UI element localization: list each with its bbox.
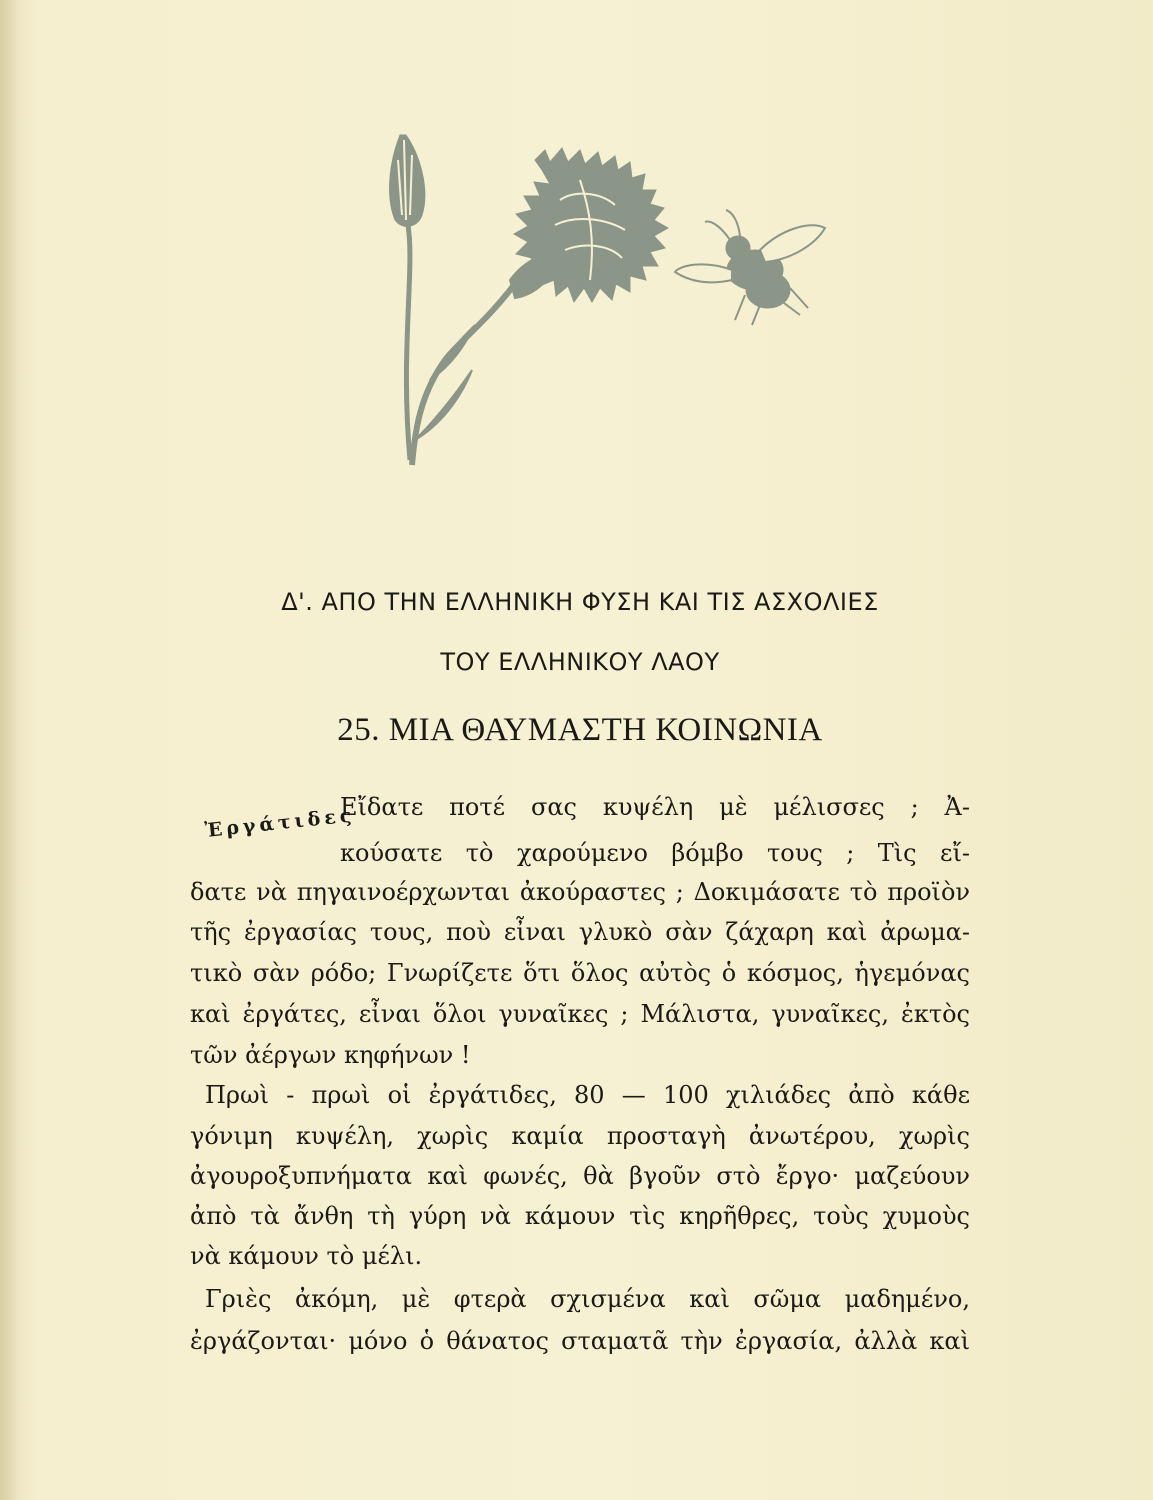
flower-bud <box>390 135 425 226</box>
page-edge-shadow <box>0 0 20 1500</box>
text-line: ἀγουροξυπνήματα καὶ φωνές, θὰ βγοῦν στὸ ἔργο· μαζεύουν <box>190 1162 970 1190</box>
chapter-title: 25. ΜΙΑ ΘΑΥΜΑΣΤΗ ΚΟΙΝΩΝΙΑ <box>337 712 823 748</box>
text-line: ἐργάζονται· μόνο ὁ θάνατος σταματᾶ τὴν ἐργασία, ἀλλὰ καὶ <box>190 1327 970 1355</box>
leaf <box>430 325 475 380</box>
text-line: τῆς ἐργασίας τους, ποὺ εἶναι γλυκὸ σὰν ζάχαρη καὶ ἀρωμα- <box>190 918 970 946</box>
bud-stem <box>406 225 410 460</box>
text-line: κούσατε τὸ χαρούμενο βόμβο τους ; Τὶς εἴ- <box>340 839 970 867</box>
text-line: ἀπὸ τὰ ἄνθη τὴ γύρη νὰ κάμουν τὶς κηρῆθρες, τοὺς χυμοὺς <box>190 1202 970 1230</box>
text-line: καὶ ἐργάτες, εἶναι ὅλοι γυναῖκες ; Μάλιστα, γυναῖκες, ἐκτὸς <box>190 1000 970 1028</box>
flower-stem <box>412 270 525 465</box>
text-line: Γριὲς ἀκόμη, μὲ φτερὰ σχισμένα καὶ σῶμα μαδημένο, <box>205 1285 970 1313</box>
text-line: δατε νὰ πηγαινοέρχωνται ἀκούραστες ; Δοκιμάσατε τὸ προϊὸν <box>190 878 970 906</box>
margin-note: Ἐργάτιδες <box>203 804 357 842</box>
text-line: Πρωὶ - πρωὶ οἱ ἐργάτιδες, 80 — 100 χιλιάδες ἀπὸ κάθε <box>205 1081 970 1109</box>
carnation-bee-illustration <box>360 120 840 490</box>
text-line: γόνιμη κυψέλη, χωρὶς καμία προσταγὴ ἀνωτέρου, χωρὶς <box>190 1122 970 1150</box>
section-heading-line-2: ΤΟΥ ΕΛΛΗΝΙΚΟΥ ΛΑΟΥ <box>440 648 720 676</box>
text-line: τικὸ σὰν ρόδο; Γνωρίζετε ὅτι ὅλος αὐτὸς ὁ κόσμος, ἡγεμόνας <box>190 959 970 987</box>
text-line: Εἴδατε ποτέ σας κυψέλη μὲ μέλισσες ; Ἀ- <box>340 793 970 821</box>
text-line: νὰ κάμουν τὸ μέλι. <box>190 1242 423 1270</box>
bee-icon <box>675 210 825 325</box>
text-line: τῶν ἀέργων κηφήνων ! <box>190 1041 471 1069</box>
section-heading-line-1: Δ'. ΑΠΟ ΤΗΝ ΕΛΛΗΝΙΚΗ ΦΥΣΗ ΚΑΙ ΤΙΣ ΑΣΧΟΛΙΕΣ <box>281 588 879 616</box>
